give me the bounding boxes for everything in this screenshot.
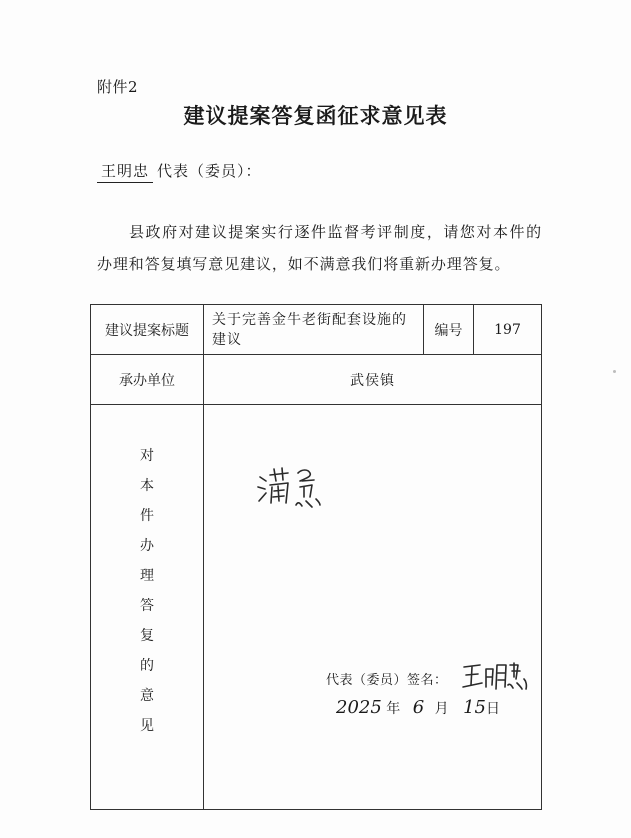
- opinion-cell: [204, 405, 542, 810]
- signature-svg: [460, 659, 530, 695]
- unit-label: 承办单位: [91, 355, 204, 405]
- representative-name: 王明忠: [97, 160, 153, 183]
- signature-date: [336, 697, 500, 718]
- opinion-label-char: 意: [140, 688, 154, 704]
- signature-line: [326, 669, 448, 688]
- number-value: 197: [474, 305, 542, 355]
- opinion-label-char: 的: [140, 658, 154, 674]
- salutation: [97, 160, 262, 183]
- subject-row: [91, 305, 542, 355]
- signature-label: 代表（委员）签名：: [326, 673, 448, 688]
- opinion-label-char: 理: [140, 568, 154, 584]
- subject-label: 建议提案标题: [91, 305, 204, 355]
- opinion-label-chars: [91, 405, 203, 741]
- opinion-label-char: 答: [140, 598, 154, 614]
- salutation-suffix: 代表（委员）：: [157, 162, 262, 180]
- handwritten-opinion-svg: [254, 463, 334, 513]
- opinion-label-char: 见: [140, 718, 154, 734]
- opinion-label-char: 件: [140, 508, 154, 524]
- date-month-unit: 月: [434, 701, 449, 717]
- subject-value: 关于完善金牛老街配套设施的建议: [204, 305, 424, 355]
- unit-value: 武侯镇: [204, 355, 542, 405]
- opinion-row: [91, 405, 542, 810]
- signature: [460, 659, 530, 699]
- opinion-label-char: 对: [140, 448, 154, 464]
- opinion-label-char: 复: [140, 628, 154, 644]
- opinion-label-char: 本: [140, 478, 154, 494]
- date-year: 2025: [336, 697, 382, 718]
- date-day-unit: 日: [485, 701, 500, 717]
- date-day: 15: [463, 697, 486, 718]
- date-month: 6: [412, 697, 425, 718]
- opinion-label-char: 办: [140, 538, 154, 554]
- intro-paragraph: 县政府对建议提案实行逐件监督考评制度，请您对本件的办理和答复填写意见建议，如不满意我们将重新办理答复。: [97, 223, 542, 273]
- unit-row: [91, 355, 542, 405]
- form-title: 建议提案答复函征求意见表: [183, 103, 448, 128]
- handwritten-opinion: [254, 463, 334, 517]
- scan-speck: [613, 370, 616, 373]
- opinion-label: [91, 405, 204, 810]
- date-year-unit: 年: [386, 701, 401, 717]
- number-label: 编号: [424, 305, 474, 355]
- attachment-label: 附件2: [97, 78, 139, 96]
- feedback-form-table: [90, 304, 542, 810]
